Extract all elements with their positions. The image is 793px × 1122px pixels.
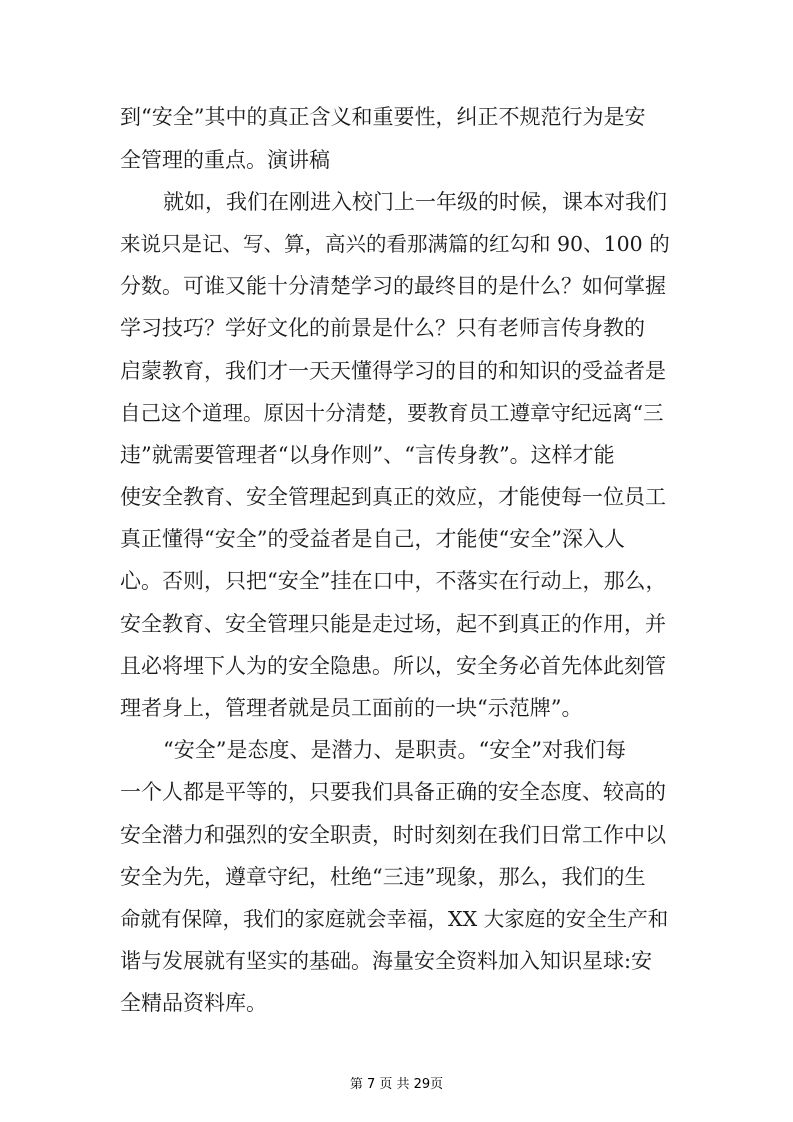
text-line: 全管理的重点。演讲稿 — [120, 148, 330, 172]
text-line: 理者身上，管理者就是员工面前的一块“示范牌”。 — [120, 696, 583, 720]
text-line: 启蒙教育，我们才一天天懂得学习的目的和知识的受益者是 — [120, 359, 666, 383]
text-line: 真正懂得“安全”的受益者是自己，才能使“安全”深入人 — [120, 527, 625, 551]
text-line: 使安全教育、安全管理起到真正的效应，才能使每一位员工 — [120, 485, 666, 509]
text-line: 且必将埋下人为的安全隐患。所以，安全务必首先体此刻管 — [120, 654, 666, 678]
text-line: 谐与发展就有坚实的基础。海量安全资料加入知识星球:安 — [120, 949, 653, 973]
text-line: 安全为先，遵章守纪，杜绝“三违”现象，那么，我们的生 — [120, 865, 646, 889]
text-line: 违”就需要管理者“以身作则”、“言传身教”。这样才能 — [120, 443, 615, 467]
text-line: 就如，我们在刚进入校门上一年级的时候，课本对我们 — [163, 190, 667, 214]
text-line: 自己这个道理。原因十分清楚，要教育员工遵章守纪远离“三 — [120, 401, 664, 425]
text-line: 全精品资料库。 — [120, 991, 267, 1015]
text-line: 心。否则，只把“安全”挂在口中，不落实在行动上，那么， — [120, 569, 667, 593]
page-number: 第 7 页 共 29页 — [349, 1077, 444, 1092]
text-line: 一个人都是平等的，只要我们具备正确的安全态度、较高的 — [120, 780, 666, 804]
text-line: 分数。可谁又能十分清楚学习的最终目的是什么？如何掌握 — [120, 274, 666, 298]
text-line: 来说只是记、写、算，高兴的看那满篇的红勾和 90、100 的 — [120, 232, 670, 256]
text-line: “安全”是态度、是潜力、是职责。“安全”对我们每 — [163, 738, 626, 762]
text-line: 安全教育、安全管理只能是走过场，起不到真正的作用，并 — [120, 612, 666, 636]
text-line: 学习技巧？学好文化的前景是什么？只有老师言传身教的 — [120, 316, 645, 340]
text-line: 命就有保障，我们的家庭就会幸福，XX 大家庭的安全生产和 — [120, 907, 669, 931]
text-line: 安全潜力和强烈的安全职责，时时刻刻在我们日常工作中以 — [120, 823, 666, 847]
text-line: 到“安全”其中的真正含义和重要性，纠正不规范行为是安 — [120, 105, 646, 129]
